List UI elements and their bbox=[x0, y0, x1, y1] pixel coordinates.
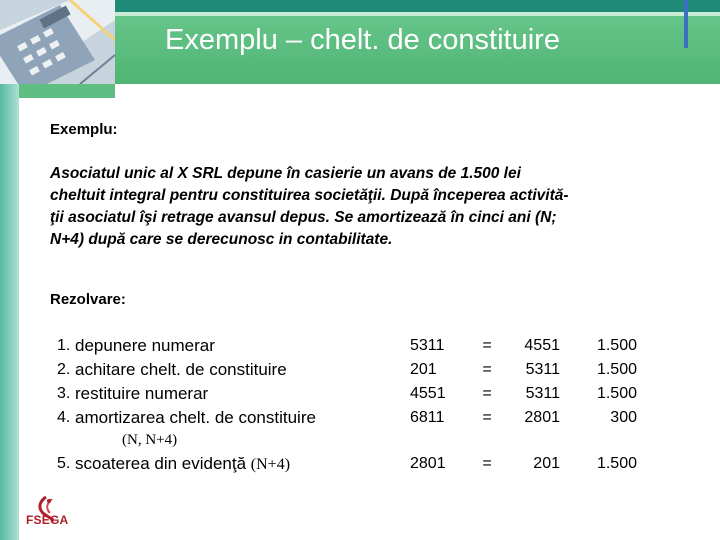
fsega-logo-icon bbox=[24, 484, 74, 536]
entry-number: 1. bbox=[57, 337, 71, 354]
header-accent-line bbox=[684, 0, 688, 48]
slide-title: Exemplu – chelt. de constituire bbox=[165, 24, 560, 56]
entry-number: 4. bbox=[57, 409, 71, 426]
entry-debit-account: 2801 bbox=[410, 455, 446, 472]
entry-debit-account: 6811 bbox=[410, 409, 445, 426]
slide-header bbox=[0, 0, 720, 84]
entry-amount: 1.500 bbox=[596, 385, 637, 402]
entry-description: amortizarea chelt. de constituire bbox=[75, 408, 316, 427]
entry-description-note: (N+4) bbox=[250, 456, 291, 473]
fsega-logo-text: FSEGA bbox=[26, 513, 69, 527]
entry-description-text: scoaterea din evidenţă bbox=[75, 454, 247, 473]
problem-line: cheltuit integral pentru constituirea societăţii. După începerea activită- bbox=[50, 187, 569, 204]
entry-debit-account: 5311 bbox=[410, 337, 445, 354]
entry-amount: 300 bbox=[610, 409, 637, 426]
entry-equals: = bbox=[482, 361, 492, 378]
header-dark-strip bbox=[115, 0, 720, 12]
entry-amount: 1.500 bbox=[596, 455, 637, 472]
entry-description: restituire numerar bbox=[75, 384, 209, 403]
entry-credit-account: 201 bbox=[533, 455, 560, 472]
entry-credit-account: 5311 bbox=[525, 361, 560, 378]
entry-credit-account: 4551 bbox=[524, 337, 560, 354]
entry-row bbox=[0, 382, 720, 406]
example-heading: Exemplu: bbox=[50, 121, 118, 138]
entry-equals: = bbox=[482, 409, 492, 426]
entry-period-note: (N, N+4) bbox=[122, 432, 178, 448]
calculator-photo bbox=[0, 0, 115, 84]
entry-credit-account: 2801 bbox=[524, 409, 560, 426]
entry-amount: 1.500 bbox=[596, 337, 637, 354]
entry-row bbox=[0, 334, 720, 358]
solution-heading: Rezolvare: bbox=[50, 291, 126, 308]
entry-amount: 1.500 bbox=[596, 361, 637, 378]
entry-description: achitare chelt. de constituire bbox=[75, 360, 287, 379]
entry-debit-account: 201 bbox=[410, 361, 437, 378]
problem-line: ţii asociatul îşi retrage avansul depus. Se amortizează în cinci ani (N; bbox=[50, 209, 557, 226]
problem-line: Asociatul unic al X SRL depune în casierie un avans de 1.500 lei bbox=[50, 165, 521, 182]
entry-row bbox=[0, 452, 720, 476]
problem-line: N+4) după care se derecunosc in contabilitate. bbox=[50, 231, 393, 248]
entry-description: depunere numerar bbox=[75, 336, 215, 355]
entry-row bbox=[0, 406, 720, 430]
entry-number: 2. bbox=[57, 361, 71, 378]
calculator-icon bbox=[0, 0, 115, 84]
entry-credit-account: 5311 bbox=[525, 385, 560, 402]
entry-equals: = bbox=[482, 385, 492, 402]
entry-equals: = bbox=[482, 337, 492, 354]
problem-statement bbox=[50, 163, 660, 251]
entry-number: 3. bbox=[57, 385, 71, 402]
entry-debit-account: 4551 bbox=[410, 385, 446, 402]
entry-number: 5. bbox=[57, 455, 71, 472]
entry-description bbox=[75, 452, 290, 477]
header-light-strip bbox=[115, 12, 720, 16]
entry-row bbox=[0, 358, 720, 382]
entry-equals: = bbox=[482, 455, 492, 472]
